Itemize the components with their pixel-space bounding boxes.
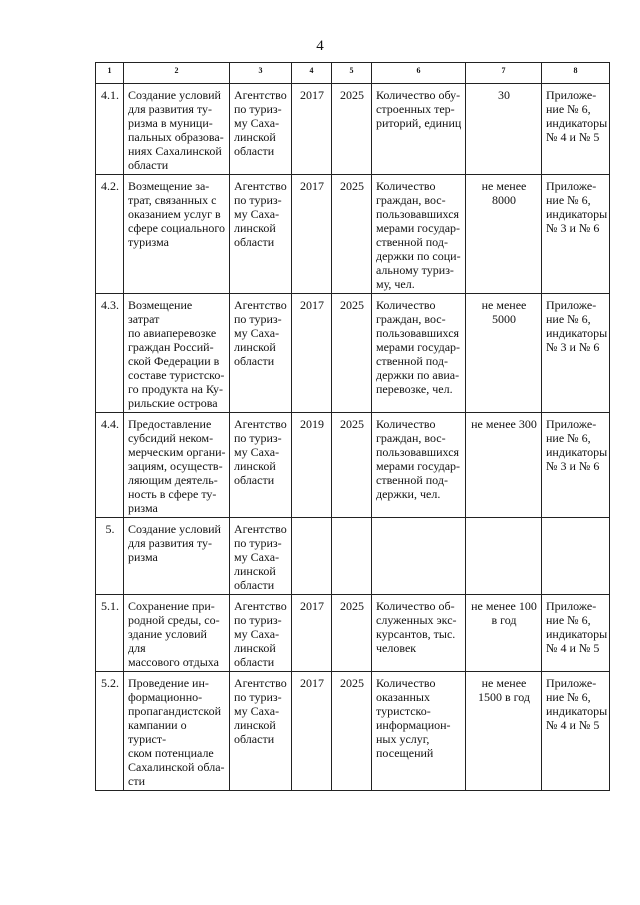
- start-year-cell: [292, 518, 332, 595]
- row-number: 4.2.: [96, 175, 124, 294]
- value-cell: 30: [466, 84, 542, 175]
- end-year-cell: 2025: [332, 84, 372, 175]
- row-number: 4.4.: [96, 413, 124, 518]
- end-year-cell: 2025: [332, 672, 372, 791]
- column-header: 7: [466, 63, 542, 84]
- table-row: [96, 518, 610, 595]
- column-header: 4: [292, 63, 332, 84]
- indicator-cell: Количество оказанных туристско- информацион- ных услуг, посещений: [372, 672, 466, 791]
- start-year-cell: 2017: [292, 672, 332, 791]
- row-number: 4.1.: [96, 84, 124, 175]
- agency-cell: Агентство по туриз- му Саха- линской области: [230, 413, 292, 518]
- value-cell: не менее 100 в год: [466, 595, 542, 672]
- appendix-cell: Приложе- ние № 6, индикаторы № 3 и № 6: [542, 413, 610, 518]
- program-table: [95, 62, 610, 791]
- appendix-cell: [542, 518, 610, 595]
- table-row: [96, 84, 610, 175]
- value-cell: не менее 8000: [466, 175, 542, 294]
- agency-cell: Агентство по туриз- му Саха- линской области: [230, 672, 292, 791]
- row-number: 5.: [96, 518, 124, 595]
- appendix-cell: Приложе- ние № 6, индикаторы № 4 и № 5: [542, 84, 610, 175]
- activity-cell: Создание условий для развития ту- ризма в муници- пальных образова- ниях Сахалинской области: [124, 84, 230, 175]
- end-year-cell: [332, 518, 372, 595]
- column-header: 5: [332, 63, 372, 84]
- table-header-row: [96, 63, 610, 84]
- activity-cell: Проведение ин- формационно- пропагандистской кампании о турист- ском потенциале Сахалинской обла- сти: [124, 672, 230, 791]
- start-year-cell: 2017: [292, 595, 332, 672]
- value-cell: не менее 1500 в год: [466, 672, 542, 791]
- row-number: 4.3.: [96, 294, 124, 413]
- end-year-cell: 2025: [332, 413, 372, 518]
- appendix-cell: Приложе- ние № 6, индикаторы № 4 и № 5: [542, 672, 610, 791]
- indicator-cell: Количество об- служенных экс- курсантов, тыс. человек: [372, 595, 466, 672]
- start-year-cell: 2017: [292, 84, 332, 175]
- start-year-cell: 2019: [292, 413, 332, 518]
- agency-cell: Агентство по туриз- му Саха- линской области: [230, 175, 292, 294]
- row-number: 5.1.: [96, 595, 124, 672]
- table-row: [96, 413, 610, 518]
- agency-cell: Агентство по туриз- му Саха- линской области: [230, 294, 292, 413]
- indicator-cell: [372, 518, 466, 595]
- column-header: 2: [124, 63, 230, 84]
- start-year-cell: 2017: [292, 175, 332, 294]
- page-number: 4: [316, 38, 324, 54]
- activity-cell: Возмещение за- трат, связанных с оказанием услуг в сфере социального туризма: [124, 175, 230, 294]
- indicator-cell: Количество граждан, вос- пользовавшихся мерами государ- ственной под- держки, чел.: [372, 413, 466, 518]
- indicator-cell: Количество граждан, вос- пользовавшихся мерами государ- ственной под- держки по соци- альному туриз- му, чел.: [372, 175, 466, 294]
- agency-cell: Агентство по туриз- му Саха- линской области: [230, 595, 292, 672]
- appendix-cell: Приложе- ние № 6, индикаторы № 3 и № 6: [542, 175, 610, 294]
- table-row: [96, 294, 610, 413]
- indicator-cell: Количество обу- строенных тер- риторий, единиц: [372, 84, 466, 175]
- appendix-cell: Приложе- ние № 6, индикаторы № 4 и № 5: [542, 595, 610, 672]
- start-year-cell: 2017: [292, 294, 332, 413]
- table-row: [96, 175, 610, 294]
- activity-cell: Сохранение при- родной среды, со- здание условий для массового отдыха: [124, 595, 230, 672]
- column-header: 1: [96, 63, 124, 84]
- activity-cell: Предоставление субсидий неком- мерческим органи- зациям, осуществ- ляющим деятель- ность в сфере ту- ризма: [124, 413, 230, 518]
- value-cell: не менее 5000: [466, 294, 542, 413]
- activity-cell: Возмещение затрат по авиаперевозке граждан Россий- ской Федерации в составе туристско- го продукта на Ку- рильские острова: [124, 294, 230, 413]
- table-row: [96, 672, 610, 791]
- end-year-cell: 2025: [332, 175, 372, 294]
- value-cell: не менее 300: [466, 413, 542, 518]
- activity-cell: Создание условий для развития ту- ризма: [124, 518, 230, 595]
- indicator-cell: Количество граждан, вос- пользовавшихся мерами государ- ственной под- держки по авиа- перевозке, чел.: [372, 294, 466, 413]
- end-year-cell: 2025: [332, 595, 372, 672]
- value-cell: [466, 518, 542, 595]
- table-row: [96, 595, 610, 672]
- appendix-cell: Приложе- ние № 6, индикаторы № 3 и № 6: [542, 294, 610, 413]
- agency-cell: Агентство по туриз- му Саха- линской области: [230, 518, 292, 595]
- row-number: 5.2.: [96, 672, 124, 791]
- column-header: 8: [542, 63, 610, 84]
- column-header: 6: [372, 63, 466, 84]
- agency-cell: Агентство по туриз- му Саха- линской области: [230, 84, 292, 175]
- end-year-cell: 2025: [332, 294, 372, 413]
- column-header: 3: [230, 63, 292, 84]
